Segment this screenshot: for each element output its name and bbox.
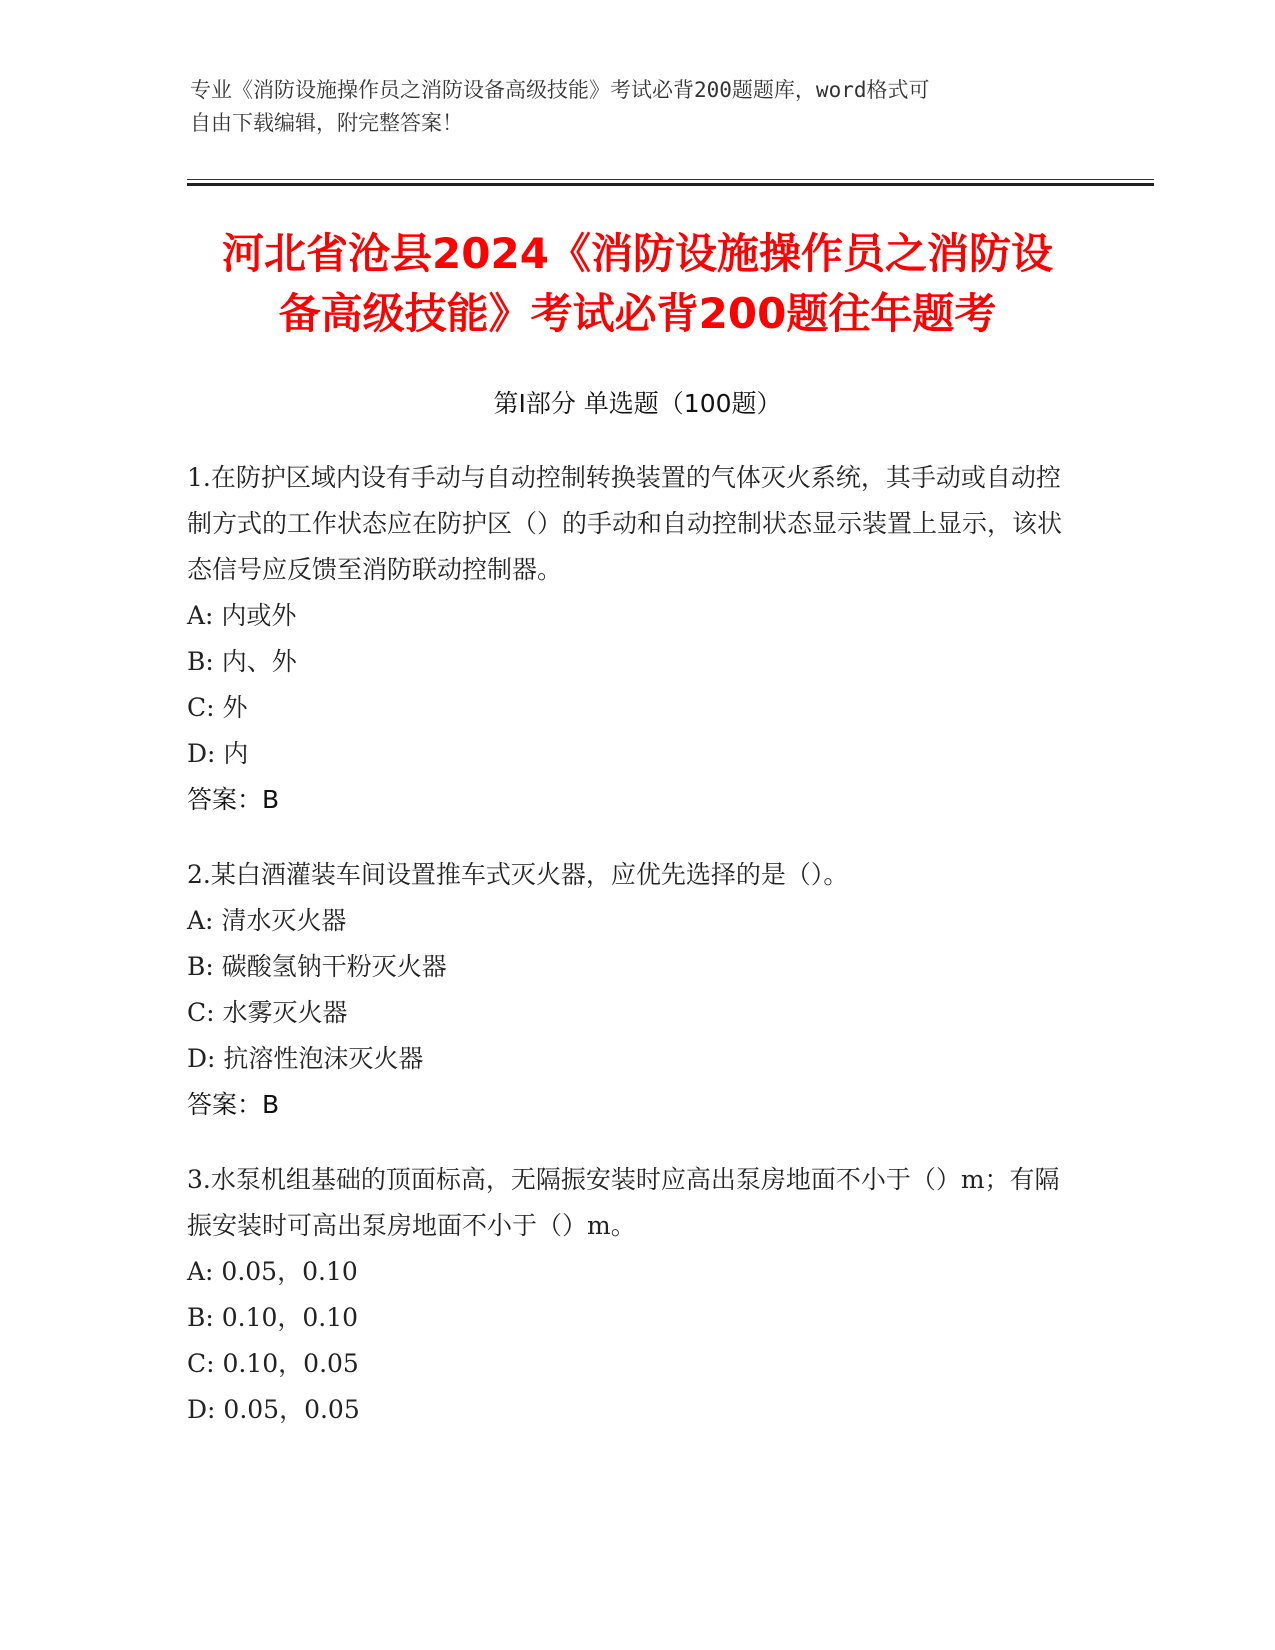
header-note [190,74,1090,140]
header-note-line-2: 自由下载编辑，附完整答案！ [190,111,463,135]
document-title-line-2: 备高级技能》考试必背200题往年题考 [278,289,997,338]
document-title [150,224,1125,344]
option-c: C: 外 [187,693,248,722]
answer-label: 答案：B [187,785,280,814]
option-b: B: 0.10，0.10 [187,1303,359,1332]
question-stem: 2.某白酒灌装车间设置推车式灭火器，应优先选择的是（）。 [187,860,849,889]
option-a: A: 清水灭火器 [187,906,347,935]
answer-label: 答案：B [187,1090,280,1119]
option-c: C: 0.10，0.05 [187,1349,359,1378]
question-3 [187,1157,1067,1433]
document-title-line-1: 河北省沧县2024《消防设施操作员之消防设 [222,229,1053,278]
question-2 [187,852,1067,1128]
question-stem: 3.水泵机组基础的顶面标高，无隔振安装时应高出泵房地面不小于（）m；有隔振安装时可高出泵房地面不小于（）m。 [187,1165,1060,1240]
option-b: B: 碳酸氢钠干粉灭火器 [187,952,447,981]
option-a: A: 0.05，0.10 [187,1257,358,1286]
section-heading: 第Ⅰ部分 单选题（100题） [493,389,782,418]
option-d: D: 抗溶性泡沫灭火器 [187,1044,424,1073]
header-note-line-1: 专业《消防设施操作员之消防设备高级技能》考试必背200题题库，word格式可 [190,78,930,102]
option-a: A: 内或外 [187,601,297,630]
option-d: D: 0.05，0.05 [187,1395,360,1424]
header-rule-thick [187,183,1154,186]
option-c: C: 水雾灭火器 [187,998,348,1027]
header-rule-thin [187,179,1154,180]
question-1 [187,455,1067,823]
question-stem: 1.在防护区域内设有手动与自动控制转换装置的气体灭火系统，其手动或自动控制方式的工作状态应在防护区（）的手动和自动控制状态显示装置上显示，该状态信号应反馈至消防联动控制器。 [187,463,1063,584]
option-d: D: 内 [187,739,249,768]
option-b: B: 内、外 [187,647,297,676]
